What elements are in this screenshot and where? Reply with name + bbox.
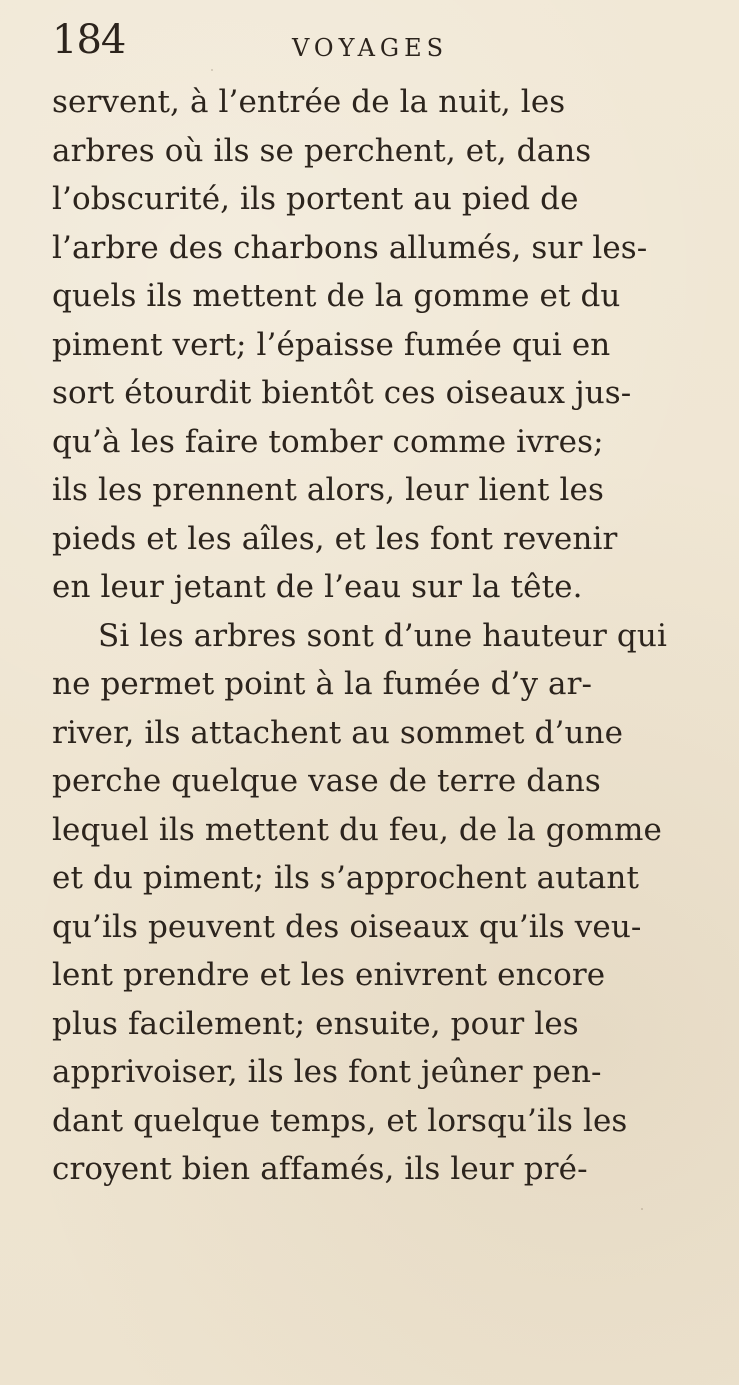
running-title: VOYAGES (292, 34, 449, 62)
text-line: arbres où ils se perchent, et, dans (52, 132, 592, 169)
text-line: apprivoiser, ils les font jeûner pen- (52, 1054, 602, 1090)
text-line: Si les arbres sont d’une hauteur qui (98, 617, 667, 654)
paragraph (52, 612, 702, 1194)
text-line: pieds et les aîles, et les font revenir (52, 520, 618, 557)
text-line: dant quelque temps, et lorsqu’ils les (52, 1102, 628, 1139)
text-line: ils les prennent alors, leur lient les (52, 472, 604, 508)
paper-speck (211, 69, 213, 71)
text-line: croyent bien affamés, ils leur pré- (52, 1151, 588, 1187)
text-line: plus facilement; ensuite, pour les (52, 1005, 579, 1042)
text-line: en leur jetant de l’eau sur la tête. (52, 569, 583, 605)
text-line: quels ils mettent de la gomme et du (52, 278, 621, 314)
text-line: perche quelque vase de terre dans (52, 763, 601, 799)
text-line: lequel ils mettent du feu, de la gomme (52, 811, 662, 848)
text-line: l’arbre des charbons allumés, sur les- (52, 229, 648, 266)
paper-speck (641, 1208, 643, 1210)
paragraph (52, 78, 702, 612)
text-line: qu’à les faire tomber comme ivres; (52, 423, 604, 460)
text-line: piment vert; l’épaisse fumée qui en (52, 326, 611, 363)
text-line: servent, à l’entrée de la nuit, les (52, 84, 566, 120)
text-line: et du piment; ils s’approchent autant (52, 860, 640, 896)
text-line: l’obscurité, ils portent au pied de (52, 181, 579, 217)
paper-speck (102, 983, 104, 985)
text-line: sort étourdit bientôt ces oiseaux jus- (52, 375, 632, 411)
text-line: qu’ils peuvent des oiseaux qu’ils veu- (52, 908, 642, 945)
page-number: 184 (52, 17, 126, 63)
body-text (52, 78, 702, 1194)
text-line: lent prendre et les enivrent encore (52, 957, 606, 993)
text-line: river, ils attachent au sommet d’une (52, 714, 624, 751)
text-line: ne permet point à la fumée d’y ar- (52, 666, 593, 702)
running-head (52, 17, 692, 72)
